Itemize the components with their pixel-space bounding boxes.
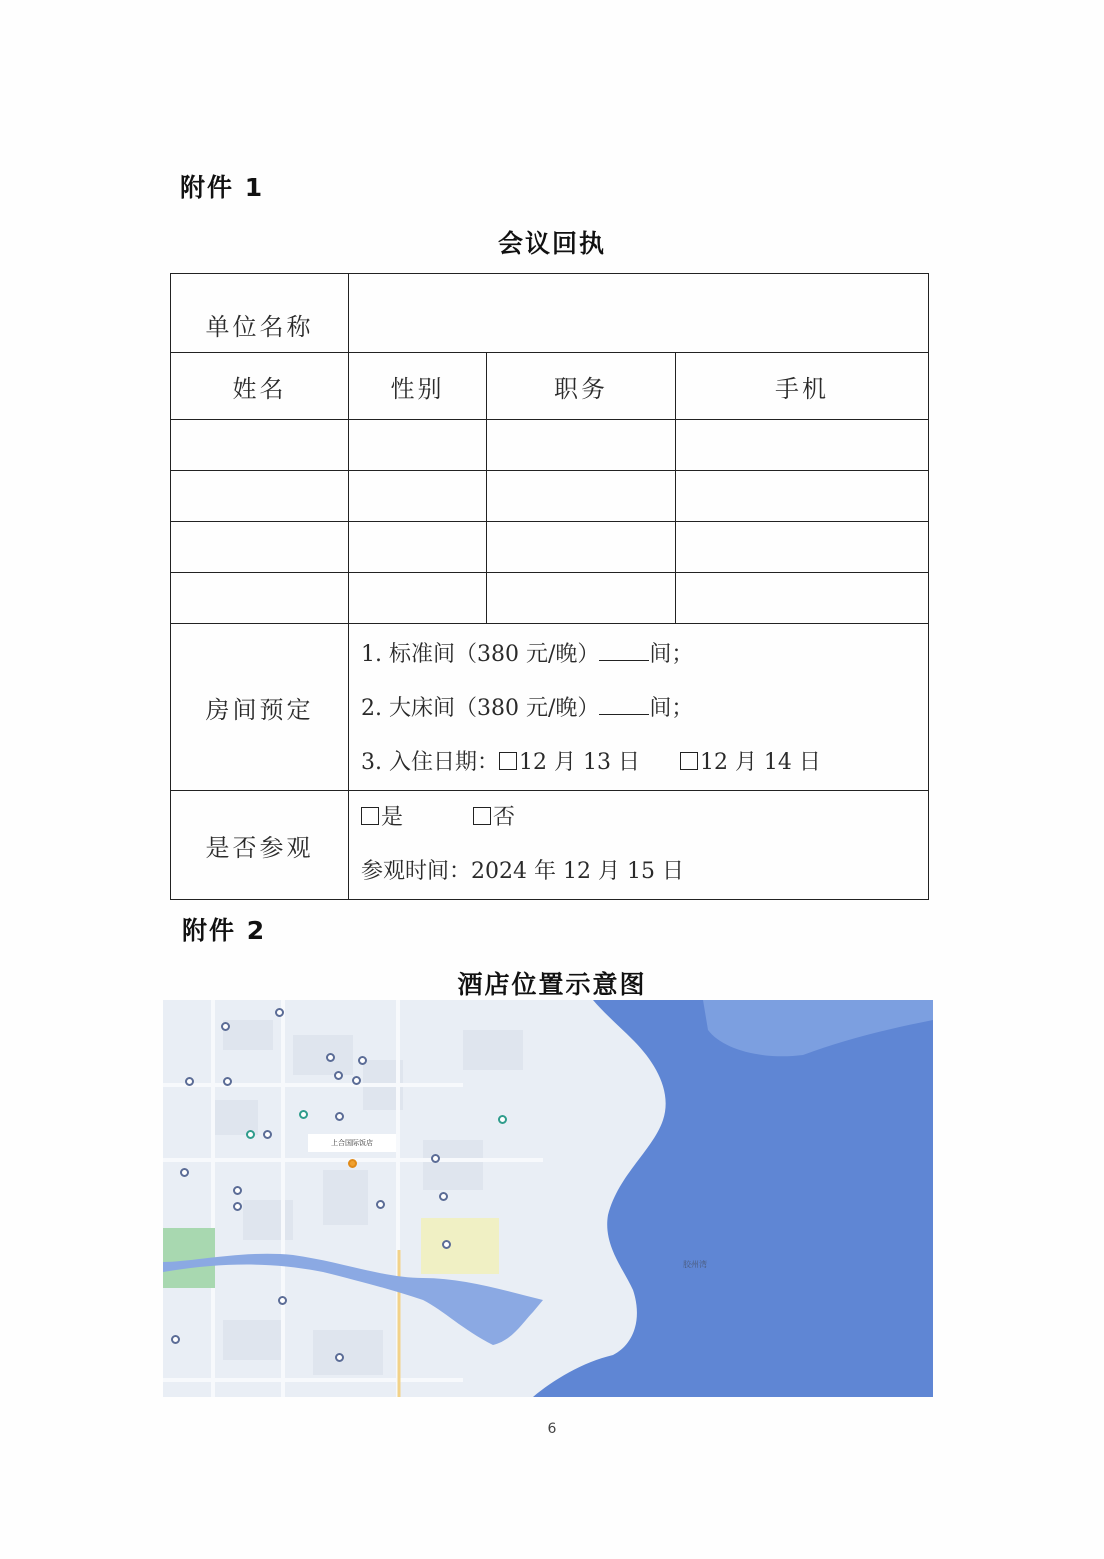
header-phone: 手机 <box>676 353 929 420</box>
exhibition-area <box>421 1218 499 1274</box>
map-marker-icon[interactable] <box>358 1056 367 1065</box>
map-marker-icon[interactable] <box>221 1022 230 1031</box>
map-marker-icon[interactable] <box>275 1008 284 1017</box>
map-marker-icon[interactable] <box>335 1353 344 1362</box>
name-cell[interactable] <box>171 471 349 522</box>
hotel-marker-icon[interactable] <box>348 1159 357 1168</box>
gender-cell[interactable] <box>349 573 487 624</box>
checkin-14-label: 12 月 14 日 <box>699 750 821 775</box>
map-marker-icon[interactable] <box>278 1296 287 1305</box>
attachment-2-label: 附件 2 <box>182 916 267 945</box>
table-row <box>171 573 929 624</box>
king-room-text: 2. 大床间（380 元/晚） <box>361 696 600 721</box>
unit-name-field[interactable] <box>349 274 929 353</box>
standard-room-count-field[interactable] <box>599 640 649 661</box>
map-title: 酒店位置示意图 <box>457 970 647 999</box>
table-row <box>171 471 929 522</box>
visit-yes-label: 是 <box>381 805 404 830</box>
table-row <box>171 420 929 471</box>
map-marker-icon[interactable] <box>376 1200 385 1209</box>
phone-cell[interactable] <box>676 420 929 471</box>
room-unit-text: 间； <box>649 696 694 721</box>
phone-cell[interactable] <box>676 522 929 573</box>
checkin-14-checkbox[interactable] <box>680 752 698 770</box>
checkin-13-label: 12 月 13 日 <box>518 750 640 775</box>
map-marker-icon[interactable] <box>334 1071 343 1080</box>
map-marker-icon[interactable] <box>299 1110 308 1119</box>
attachment-1-label: 附件 1 <box>180 173 265 202</box>
room-unit-text: 间； <box>649 642 694 667</box>
map-marker-icon[interactable] <box>263 1130 272 1139</box>
phone-cell[interactable] <box>676 573 929 624</box>
hotel-location-map[interactable] <box>163 1000 933 1397</box>
room-booking-options <box>349 624 929 791</box>
checkin-date-option <box>349 736 928 790</box>
header-gender: 性别 <box>349 353 487 420</box>
name-cell[interactable] <box>171 522 349 573</box>
unit-name-label: 单位名称 <box>171 274 349 353</box>
registration-form <box>170 273 929 900</box>
receipt-title: 会议回执 <box>497 229 606 258</box>
king-room-option <box>349 682 928 736</box>
gender-cell[interactable] <box>349 420 487 471</box>
table-row <box>171 522 929 573</box>
header-position: 职务 <box>487 353 676 420</box>
standard-room-text: 1. 标准间（380 元/晚） <box>361 642 600 667</box>
header-name: 姓名 <box>171 353 349 420</box>
map-marker-icon[interactable] <box>246 1130 255 1139</box>
map-canvas <box>163 1000 933 1397</box>
visit-choice-line <box>349 791 928 845</box>
visit-time: 参观时间：2024 年 12 月 15 日 <box>361 859 684 884</box>
visit-yes-checkbox[interactable] <box>361 807 379 825</box>
map-marker-icon[interactable] <box>233 1186 242 1195</box>
position-cell[interactable] <box>487 522 676 573</box>
map-marker-icon[interactable] <box>352 1076 361 1085</box>
position-cell[interactable] <box>487 573 676 624</box>
map-marker-icon[interactable] <box>223 1077 232 1086</box>
king-room-count-field[interactable] <box>599 694 649 715</box>
room-booking-label: 房间预定 <box>171 624 349 791</box>
checkin-13-checkbox[interactable] <box>499 752 517 770</box>
map-marker-icon[interactable] <box>498 1115 507 1124</box>
map-marker-icon[interactable] <box>431 1154 440 1163</box>
name-cell[interactable] <box>171 573 349 624</box>
map-marker-icon[interactable] <box>439 1192 448 1201</box>
map-marker-icon[interactable] <box>185 1077 194 1086</box>
checkin-label: 3. 入住日期： <box>361 750 499 775</box>
standard-room-option <box>349 628 928 682</box>
name-cell[interactable] <box>171 420 349 471</box>
position-cell[interactable] <box>487 471 676 522</box>
visit-options <box>349 791 929 900</box>
map-marker-icon[interactable] <box>171 1335 180 1344</box>
map-marker-icon[interactable] <box>335 1112 344 1121</box>
map-marker-icon[interactable] <box>442 1240 451 1249</box>
phone-cell[interactable] <box>676 471 929 522</box>
hotel-name-label: 上合国际饭店 <box>308 1134 396 1152</box>
visit-label: 是否参观 <box>171 791 349 900</box>
park-area <box>163 1228 215 1288</box>
gender-cell[interactable] <box>349 522 487 573</box>
visit-no-label: 否 <box>493 805 516 830</box>
bay-name-label: 胶州湾 <box>683 1260 707 1269</box>
map-marker-icon[interactable] <box>233 1202 242 1211</box>
map-marker-icon[interactable] <box>180 1168 189 1177</box>
page-number: 6 <box>547 1421 557 1437</box>
visit-no-checkbox[interactable] <box>473 807 491 825</box>
position-cell[interactable] <box>487 420 676 471</box>
map-marker-icon[interactable] <box>326 1053 335 1062</box>
gender-cell[interactable] <box>349 471 487 522</box>
